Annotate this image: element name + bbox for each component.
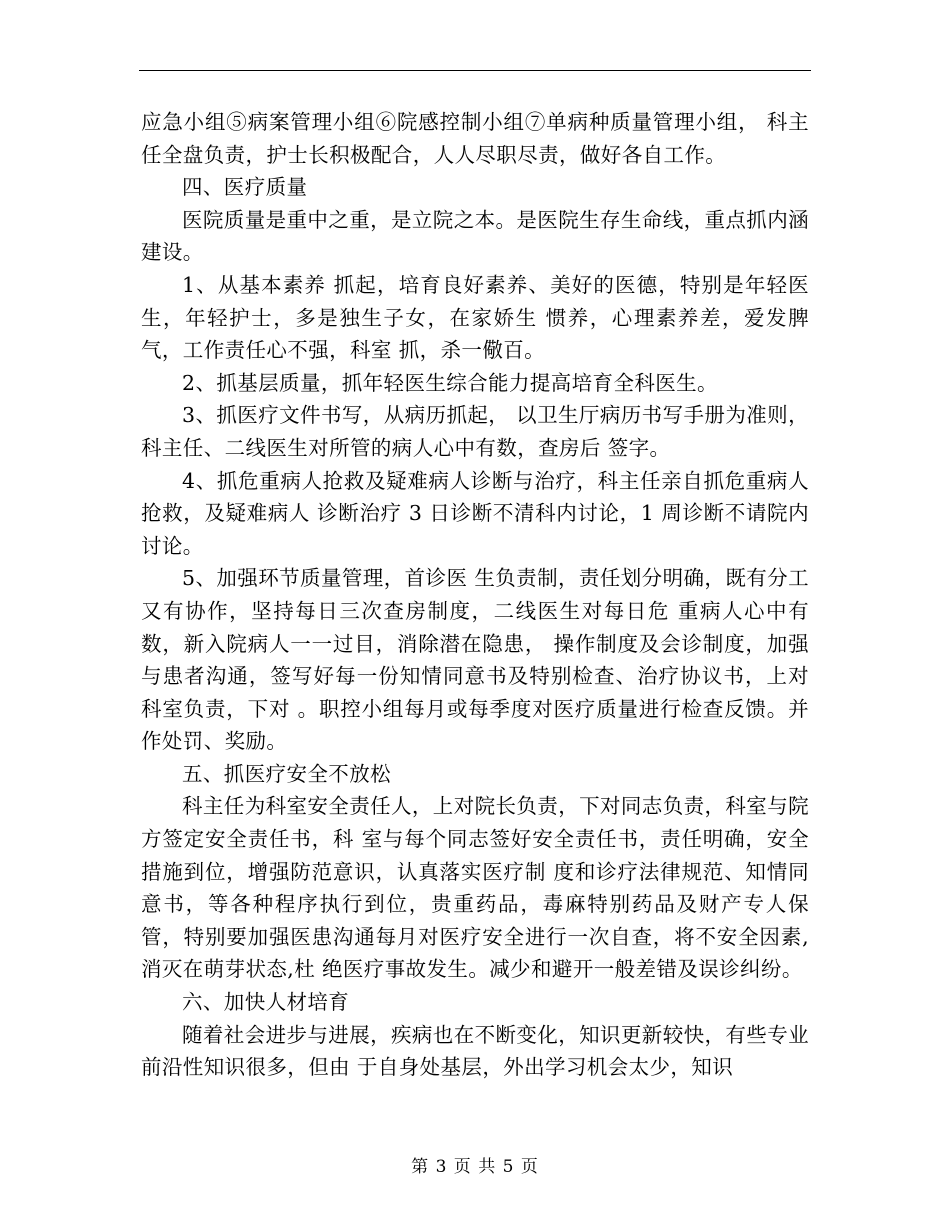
- paragraph: 科主任为科室安全责任人，上对院长负责，下对同志负责，科室与院方签定安全责任书，科 室与每个同志签好安全责任书，责任明确，安全措施到位，增强防范意识，认真落实医疗制 度和诊疗法律规范、知情同意书，等各种程序执行到位，贵重药品，毒麻特别药品及财产专人保 管，特别要加强医患沟通每月对医疗安全进行一次自查，将不安全因素,消灭在萌芽状态,杜 绝医疗事故发生。减少和避开一般差错及误诊纠纷。: [141, 794, 809, 982]
- section-heading: 五、抓医疗安全不放松: [182, 761, 391, 786]
- list-item: 2、抓基层质量，抓年轻医生综合能力提高培育全科医生。: [182, 370, 718, 395]
- list-item: 3、抓医疗文件书写，从病历抓起， 以卫生厅病历书写手册为准则，科主任、二线医生对所管的病人心中有数，查房后 签字。: [141, 403, 809, 460]
- paragraph: 应急小组⑤病案管理小组⑥院感控制小组⑦单病种质量管理小组， 科主 任全盘负责，护士长积极配合，人人尽职尽责，做好各自工作。: [141, 110, 809, 167]
- section-heading: 六、加快人材培育: [182, 990, 350, 1015]
- page-number-footer: 第 3 页 共 5 页: [411, 1157, 539, 1177]
- header-rule: [139, 70, 811, 71]
- paragraph: 医院质量是重中之重，是立院之本。是医院生存生命线，重点抓内涵建设。: [141, 207, 809, 265]
- list-item: 5、加强环节质量管理，首诊医 生负责制，责任划分明确，既有分工又有协作，坚持每日三次查房制度，二线医生对每日危 重病人心中有数，新入院病人一一过目，消除潜在隐患， 操作制度及会诊制度，加强与患者沟通，签写好每一份知情同意书及特别检查、治疗协议书，上对科室负责，下对 。职控小组每月或每季度对医疗质量进行检查反馈。并作处罚、奖励。: [141, 566, 809, 754]
- section-heading: 四、医疗质量: [182, 175, 308, 200]
- paragraph: 随着社会进步与进展，疾病也在不断变化，知识更新较快，有些专业前沿性知识很多，但由 于自身处基层，外出学习机会太少，知识: [141, 1022, 809, 1080]
- list-item: 1、从基本素养 抓起，培育良好素养、美好的医德，特别是年轻医生，年轻护士，多是独生子女，在家娇生 惯养，心理素养差，爱发脾气，工作责任心不强，科室 抓，杀一儆百。: [141, 272, 809, 363]
- list-item: 4、抓危重病人抢救及疑难病人诊断与治疗，科主任亲自抓危重病人抢救，及疑难病人 诊断治疗 3 日诊断不清科内讨论，1 周诊断不请院内讨论。: [141, 468, 809, 558]
- document-body: [141, 106, 809, 1084]
